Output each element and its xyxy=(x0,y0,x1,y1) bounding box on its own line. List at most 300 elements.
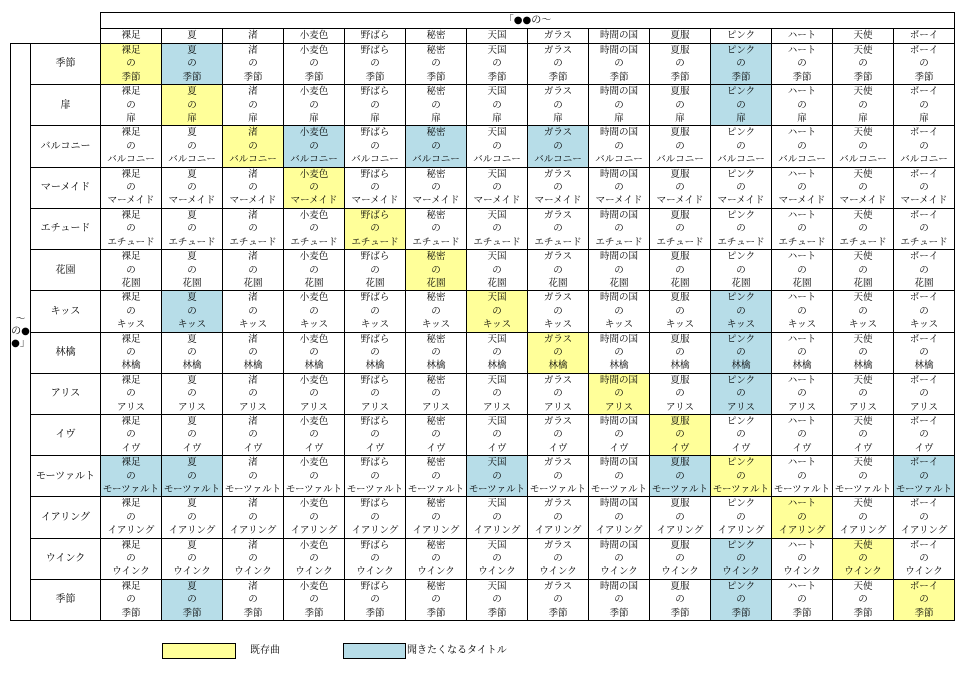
cell-second-word: 扉 xyxy=(553,113,563,125)
cell-second-word: 季節 xyxy=(182,71,202,83)
cell-second-word: 扉 xyxy=(492,113,502,125)
title-cell xyxy=(162,332,223,373)
cell-particle: の xyxy=(370,140,380,152)
cell-particle: の xyxy=(736,140,746,152)
cell-second-word: 季節 xyxy=(731,607,751,619)
cell-particle: の xyxy=(553,511,563,523)
cell-second-word: キッス xyxy=(787,319,817,331)
cell-particle: の xyxy=(370,182,380,194)
title-cell xyxy=(528,167,589,208)
cell-first-word: 天使 xyxy=(853,168,873,180)
cell-first-word: 夏服 xyxy=(670,539,690,551)
cell-particle: の xyxy=(736,99,746,111)
cell-first-word: 秘密 xyxy=(426,498,446,510)
cell-particle: の xyxy=(370,594,380,606)
cell-first-word: 夏 xyxy=(187,374,197,386)
title-cell xyxy=(223,579,284,620)
cell-second-word: 季節 xyxy=(609,71,629,83)
cell-first-word: 夏 xyxy=(187,333,197,345)
cell-second-word: 花園 xyxy=(304,277,324,289)
cell-particle: の xyxy=(126,429,136,441)
title-cell xyxy=(894,497,955,538)
row-header: 林檎 xyxy=(31,332,101,373)
title-cell xyxy=(223,497,284,538)
title-cell xyxy=(467,167,528,208)
title-matrix xyxy=(10,12,955,621)
cell-second-word: キッス xyxy=(909,319,939,331)
title-cell xyxy=(772,250,833,291)
title-cell xyxy=(467,538,528,579)
cell-particle: の xyxy=(797,429,807,441)
title-cell xyxy=(650,250,711,291)
cell-first-word: ガラス xyxy=(543,333,573,345)
cell-first-word: 野ばら xyxy=(360,292,390,304)
cell-first-word: 天国 xyxy=(487,168,507,180)
cell-second-word: モーツァルト xyxy=(529,484,587,495)
cell-second-word: 林檎 xyxy=(426,360,446,372)
cell-second-word: キッス xyxy=(604,319,634,331)
cell-first-word: 天国 xyxy=(487,580,507,592)
cell-first-word: ピンク xyxy=(726,539,756,551)
title-cell xyxy=(528,85,589,126)
title-cell xyxy=(894,538,955,579)
title-cell xyxy=(650,44,711,85)
title-cell xyxy=(162,497,223,538)
cell-first-word: ボーイ xyxy=(909,580,939,592)
cell-second-word: 季節 xyxy=(731,71,751,83)
title-cell xyxy=(711,414,772,455)
cell-first-word: 天国 xyxy=(487,45,507,56)
title-cell xyxy=(223,126,284,167)
cell-particle: の xyxy=(614,223,624,235)
cell-second-word: アリス xyxy=(239,401,267,413)
title-cell xyxy=(284,414,345,455)
cell-first-word: 秘密 xyxy=(426,333,446,345)
cell-particle: の xyxy=(675,594,685,606)
cell-particle: の xyxy=(553,264,563,276)
cell-second-word: バルコニー xyxy=(656,154,704,166)
cell-first-word: ピンク xyxy=(726,498,756,510)
cell-second-word: キッス xyxy=(360,319,390,331)
cell-first-word: ハート xyxy=(787,251,817,263)
title-cell xyxy=(589,579,650,620)
cell-first-word: 時間の国 xyxy=(599,86,638,98)
cell-first-word: 夏 xyxy=(187,457,197,469)
cell-first-word: 夏服 xyxy=(670,457,690,469)
column-header: 野ばら xyxy=(345,29,406,44)
cell-first-word: ピンク xyxy=(726,292,756,304)
title-cell xyxy=(650,373,711,414)
title-cell xyxy=(345,85,406,126)
cell-second-word: イヴ xyxy=(609,442,629,454)
cell-second-word: マーメイド xyxy=(900,195,948,207)
cell-first-word: 夏 xyxy=(187,127,197,139)
cell-first-word: ハート xyxy=(787,580,817,592)
title-cell xyxy=(650,126,711,167)
title-cell xyxy=(284,208,345,249)
cell-particle: の xyxy=(553,140,563,152)
cell-particle: の xyxy=(248,388,258,400)
cell-particle: の xyxy=(858,58,868,70)
cell-particle: の xyxy=(126,305,136,317)
title-cell xyxy=(894,291,955,332)
cell-first-word: ハート xyxy=(787,127,817,139)
cell-particle: の xyxy=(187,553,197,565)
title-cell xyxy=(406,44,467,85)
title-cell xyxy=(894,208,955,249)
title-cell xyxy=(223,538,284,579)
cell-first-word: 時間の国 xyxy=(599,168,638,180)
cell-second-word: ウインク xyxy=(661,566,699,578)
cell-second-word: 扉 xyxy=(675,113,685,125)
cell-first-word: ボーイ xyxy=(909,498,939,510)
cell-particle: の xyxy=(309,264,319,276)
cell-particle: の xyxy=(431,429,441,441)
cell-particle: の xyxy=(736,553,746,565)
cell-particle: の xyxy=(614,511,624,523)
cell-first-word: 天国 xyxy=(487,498,507,510)
cell-first-word: ガラス xyxy=(543,415,573,427)
cell-first-word: 野ばら xyxy=(360,45,390,56)
cell-particle: の xyxy=(736,594,746,606)
cell-particle: の xyxy=(797,346,807,358)
cell-first-word: ハート xyxy=(787,292,817,304)
cell-first-word: ハート xyxy=(787,498,817,510)
title-cell xyxy=(711,291,772,332)
cell-first-word: 天国 xyxy=(487,415,507,427)
title-cell xyxy=(406,85,467,126)
cell-particle: の xyxy=(187,264,197,276)
column-header: ガラス xyxy=(528,29,589,44)
cell-particle: の xyxy=(309,182,319,194)
title-cell xyxy=(284,126,345,167)
cell-first-word: 秘密 xyxy=(426,457,446,469)
cell-first-word: 小麦色 xyxy=(299,251,329,263)
cell-second-word: 季節 xyxy=(792,71,812,83)
cell-particle: の xyxy=(553,429,563,441)
title-cell xyxy=(162,291,223,332)
matrix-row xyxy=(11,85,955,126)
title-cell xyxy=(162,373,223,414)
cell-second-word: キッス xyxy=(177,319,207,331)
cell-second-word: 季節 xyxy=(914,607,934,619)
cell-second-word: イアリング xyxy=(473,525,521,537)
title-cell xyxy=(528,456,589,497)
cell-second-word: バルコニー xyxy=(534,154,582,166)
cell-particle: の xyxy=(309,346,319,358)
cell-second-word: 季節 xyxy=(304,71,324,83)
title-cell xyxy=(650,538,711,579)
cell-second-word: 花園 xyxy=(121,277,141,289)
cell-particle: の xyxy=(492,388,502,400)
cell-second-word: マーメイド xyxy=(229,195,277,207)
title-cell xyxy=(650,456,711,497)
cell-second-word: 季節 xyxy=(243,71,263,83)
title-cell xyxy=(223,332,284,373)
cell-second-word: 季節 xyxy=(487,607,507,619)
cell-second-word: 林檎 xyxy=(609,360,629,372)
cell-second-word: 季節 xyxy=(365,71,385,83)
cell-first-word: 時間の国 xyxy=(599,45,638,56)
cell-particle: の xyxy=(614,346,624,358)
title-cell xyxy=(589,85,650,126)
title-cell xyxy=(345,167,406,208)
row-header: 季節 xyxy=(31,44,101,85)
cell-first-word: 裸足 xyxy=(121,86,141,98)
cell-first-word: 裸足 xyxy=(121,127,141,139)
cell-second-word: アリス xyxy=(117,401,145,413)
cell-particle: の xyxy=(553,58,563,70)
cell-second-word: 季節 xyxy=(670,607,690,619)
title-cell xyxy=(284,44,345,85)
title-cell xyxy=(711,208,772,249)
cell-first-word: ガラス xyxy=(543,45,573,56)
cell-first-word: 夏服 xyxy=(670,86,690,98)
cell-first-word: 天使 xyxy=(853,539,873,551)
cell-particle: の xyxy=(370,553,380,565)
cell-particle: の xyxy=(370,511,380,523)
legend-wanted-swatch xyxy=(343,643,406,659)
cell-particle: の xyxy=(553,346,563,358)
cell-particle: の xyxy=(736,58,746,70)
cell-second-word: 林檎 xyxy=(487,360,507,372)
title-cell xyxy=(284,579,345,620)
cell-first-word: ガラス xyxy=(543,209,573,221)
column-header: 秘密 xyxy=(406,29,467,44)
cell-particle: の xyxy=(187,182,197,194)
title-cell xyxy=(101,85,162,126)
cell-first-word: 秘密 xyxy=(426,127,446,139)
cell-first-word: ガラス xyxy=(543,539,573,551)
cell-particle: の xyxy=(736,264,746,276)
cell-particle: の xyxy=(919,553,929,565)
cell-particle: の xyxy=(309,511,319,523)
cell-first-word: ハート xyxy=(787,415,817,427)
cell-second-word: 季節 xyxy=(426,71,446,83)
title-cell xyxy=(894,85,955,126)
cell-second-word: マーメイド xyxy=(168,195,216,207)
cell-particle: の xyxy=(248,223,258,235)
cell-first-word: 渚 xyxy=(248,415,258,427)
cell-second-word: マーメイド xyxy=(290,195,338,207)
matrix-row xyxy=(11,332,955,373)
title-cell xyxy=(101,373,162,414)
cell-second-word: イヴ xyxy=(548,442,568,454)
cell-first-word: 夏 xyxy=(187,45,197,56)
cell-first-word: 小麦色 xyxy=(299,127,329,139)
cell-first-word: ハート xyxy=(787,45,817,56)
title-cell xyxy=(162,538,223,579)
cell-first-word: ボーイ xyxy=(909,539,939,551)
cell-particle: の xyxy=(675,182,685,194)
cell-second-word: モーツァルト xyxy=(102,484,160,495)
cell-particle: の xyxy=(370,305,380,317)
cell-particle: の xyxy=(370,429,380,441)
cell-second-word: モーツァルト xyxy=(407,484,465,495)
title-cell xyxy=(284,456,345,497)
title-cell xyxy=(711,44,772,85)
cell-particle: の xyxy=(675,305,685,317)
title-cell xyxy=(162,44,223,85)
cell-second-word: エチュード xyxy=(717,236,765,248)
title-cell xyxy=(345,44,406,85)
cell-second-word: マーメイド xyxy=(107,195,155,207)
cell-particle: の xyxy=(675,429,685,441)
title-cell xyxy=(284,373,345,414)
cell-particle: の xyxy=(126,346,136,358)
cell-particle: の xyxy=(675,140,685,152)
cell-particle: の xyxy=(858,429,868,441)
cell-particle: の xyxy=(248,511,258,523)
cell-second-word: イアリング xyxy=(412,525,460,537)
cell-first-word: 小麦色 xyxy=(299,498,329,510)
title-cell xyxy=(772,414,833,455)
row-header: バルコニー xyxy=(31,126,101,167)
cell-first-word: 時間の国 xyxy=(599,580,638,592)
cell-second-word: イヴ xyxy=(365,442,385,454)
cell-second-word: 季節 xyxy=(792,607,812,619)
cell-first-word: 天国 xyxy=(487,251,507,263)
row-header: 季節 xyxy=(31,579,101,620)
cell-second-word: モーツァルト xyxy=(224,484,282,495)
cell-second-word: モーツァルト xyxy=(163,484,221,495)
cell-first-word: 渚 xyxy=(248,539,258,551)
cell-first-word: 夏服 xyxy=(670,127,690,139)
cell-first-word: ピンク xyxy=(726,251,756,263)
title-cell xyxy=(772,332,833,373)
cell-particle: の xyxy=(248,470,258,482)
title-cell xyxy=(894,373,955,414)
row-axis-title: ～の●●」 xyxy=(11,44,31,621)
cell-second-word: ウインク xyxy=(417,566,455,578)
cell-first-word: 裸足 xyxy=(121,374,141,386)
cell-second-word: 林檎 xyxy=(365,360,385,372)
title-cell xyxy=(101,456,162,497)
title-cell xyxy=(284,250,345,291)
cell-particle: の xyxy=(919,305,929,317)
cell-second-word: 花園 xyxy=(731,277,751,289)
cell-second-word: エチュード xyxy=(229,236,277,248)
cell-second-word: アリス xyxy=(849,401,877,413)
cell-first-word: ガラス xyxy=(543,127,573,139)
cell-first-word: 天使 xyxy=(853,251,873,263)
cell-particle: の xyxy=(919,182,929,194)
title-cell xyxy=(467,126,528,167)
cell-particle: の xyxy=(736,388,746,400)
column-header: 裸足 xyxy=(101,29,162,44)
cell-second-word: 季節 xyxy=(609,607,629,619)
cell-second-word: バルコニー xyxy=(351,154,399,166)
cell-first-word: 時間の国 xyxy=(599,415,638,427)
cell-first-word: ボーイ xyxy=(909,127,939,139)
cell-first-word: 時間の国 xyxy=(599,498,638,510)
cell-second-word: キッス xyxy=(543,319,573,331)
cell-particle: の xyxy=(614,305,624,317)
legend-existing-label: 既存曲 xyxy=(250,645,280,656)
title-cell xyxy=(711,538,772,579)
cell-particle: の xyxy=(858,140,868,152)
cell-first-word: 渚 xyxy=(248,209,258,221)
title-cell xyxy=(467,44,528,85)
cell-particle: の xyxy=(126,388,136,400)
title-cell xyxy=(833,579,894,620)
cell-second-word: バルコニー xyxy=(900,154,948,166)
cell-particle: の xyxy=(858,388,868,400)
matrix-body xyxy=(11,13,955,621)
cell-particle: の xyxy=(248,346,258,358)
cell-particle: の xyxy=(370,99,380,111)
cell-first-word: ガラス xyxy=(543,457,573,469)
title-cell xyxy=(162,126,223,167)
cell-particle: の xyxy=(797,182,807,194)
cell-first-word: 時間の国 xyxy=(599,209,638,221)
title-cell xyxy=(528,332,589,373)
title-cell xyxy=(650,291,711,332)
cell-first-word: 秘密 xyxy=(426,580,446,592)
cell-second-word: 花園 xyxy=(914,277,934,289)
cell-particle: の xyxy=(797,140,807,152)
cell-first-word: 小麦色 xyxy=(299,292,329,304)
title-cell xyxy=(406,167,467,208)
column-header: 時間の国 xyxy=(589,29,650,44)
cell-second-word: バルコニー xyxy=(473,154,521,166)
cell-particle: の xyxy=(309,305,319,317)
cell-first-word: 天使 xyxy=(853,45,873,56)
title-cell xyxy=(772,373,833,414)
cell-first-word: 天使 xyxy=(853,415,873,427)
cell-particle: の xyxy=(675,264,685,276)
cell-second-word: エチュード xyxy=(351,236,399,248)
title-cell xyxy=(833,456,894,497)
title-cell xyxy=(162,579,223,620)
cell-second-word: 扉 xyxy=(614,113,624,125)
cell-particle: の xyxy=(431,553,441,565)
title-cell xyxy=(223,208,284,249)
matrix-row xyxy=(11,414,955,455)
cell-first-word: 時間の国 xyxy=(599,374,638,386)
cell-first-word: 裸足 xyxy=(121,333,141,345)
cell-particle: の xyxy=(614,140,624,152)
cell-particle: の xyxy=(187,429,197,441)
row-header: キッス xyxy=(31,291,101,332)
title-cell xyxy=(894,332,955,373)
cell-first-word: 渚 xyxy=(248,86,258,98)
title-cell xyxy=(528,373,589,414)
cell-second-word: イヴ xyxy=(914,442,934,454)
cell-first-word: ガラス xyxy=(543,168,573,180)
cell-particle: の xyxy=(675,99,685,111)
cell-second-word: マーメイド xyxy=(717,195,765,207)
cell-first-word: ハート xyxy=(787,539,817,551)
cell-first-word: ピンク xyxy=(726,168,756,180)
cell-second-word: キッス xyxy=(848,319,878,331)
title-cell xyxy=(650,497,711,538)
title-cell xyxy=(833,167,894,208)
cell-first-word: 天国 xyxy=(487,127,507,139)
cell-second-word: バルコニー xyxy=(717,154,765,166)
cell-second-word: イアリング xyxy=(717,525,765,537)
cell-second-word: イアリング xyxy=(290,525,338,537)
title-cell xyxy=(162,456,223,497)
cell-second-word: イアリング xyxy=(534,525,582,537)
title-cell xyxy=(589,456,650,497)
cell-particle: の xyxy=(492,223,502,235)
cell-particle: の xyxy=(614,58,624,70)
cell-first-word: 渚 xyxy=(248,333,258,345)
title-cell xyxy=(894,414,955,455)
cell-first-word: ボーイ xyxy=(909,292,939,304)
cell-particle: の xyxy=(492,429,502,441)
